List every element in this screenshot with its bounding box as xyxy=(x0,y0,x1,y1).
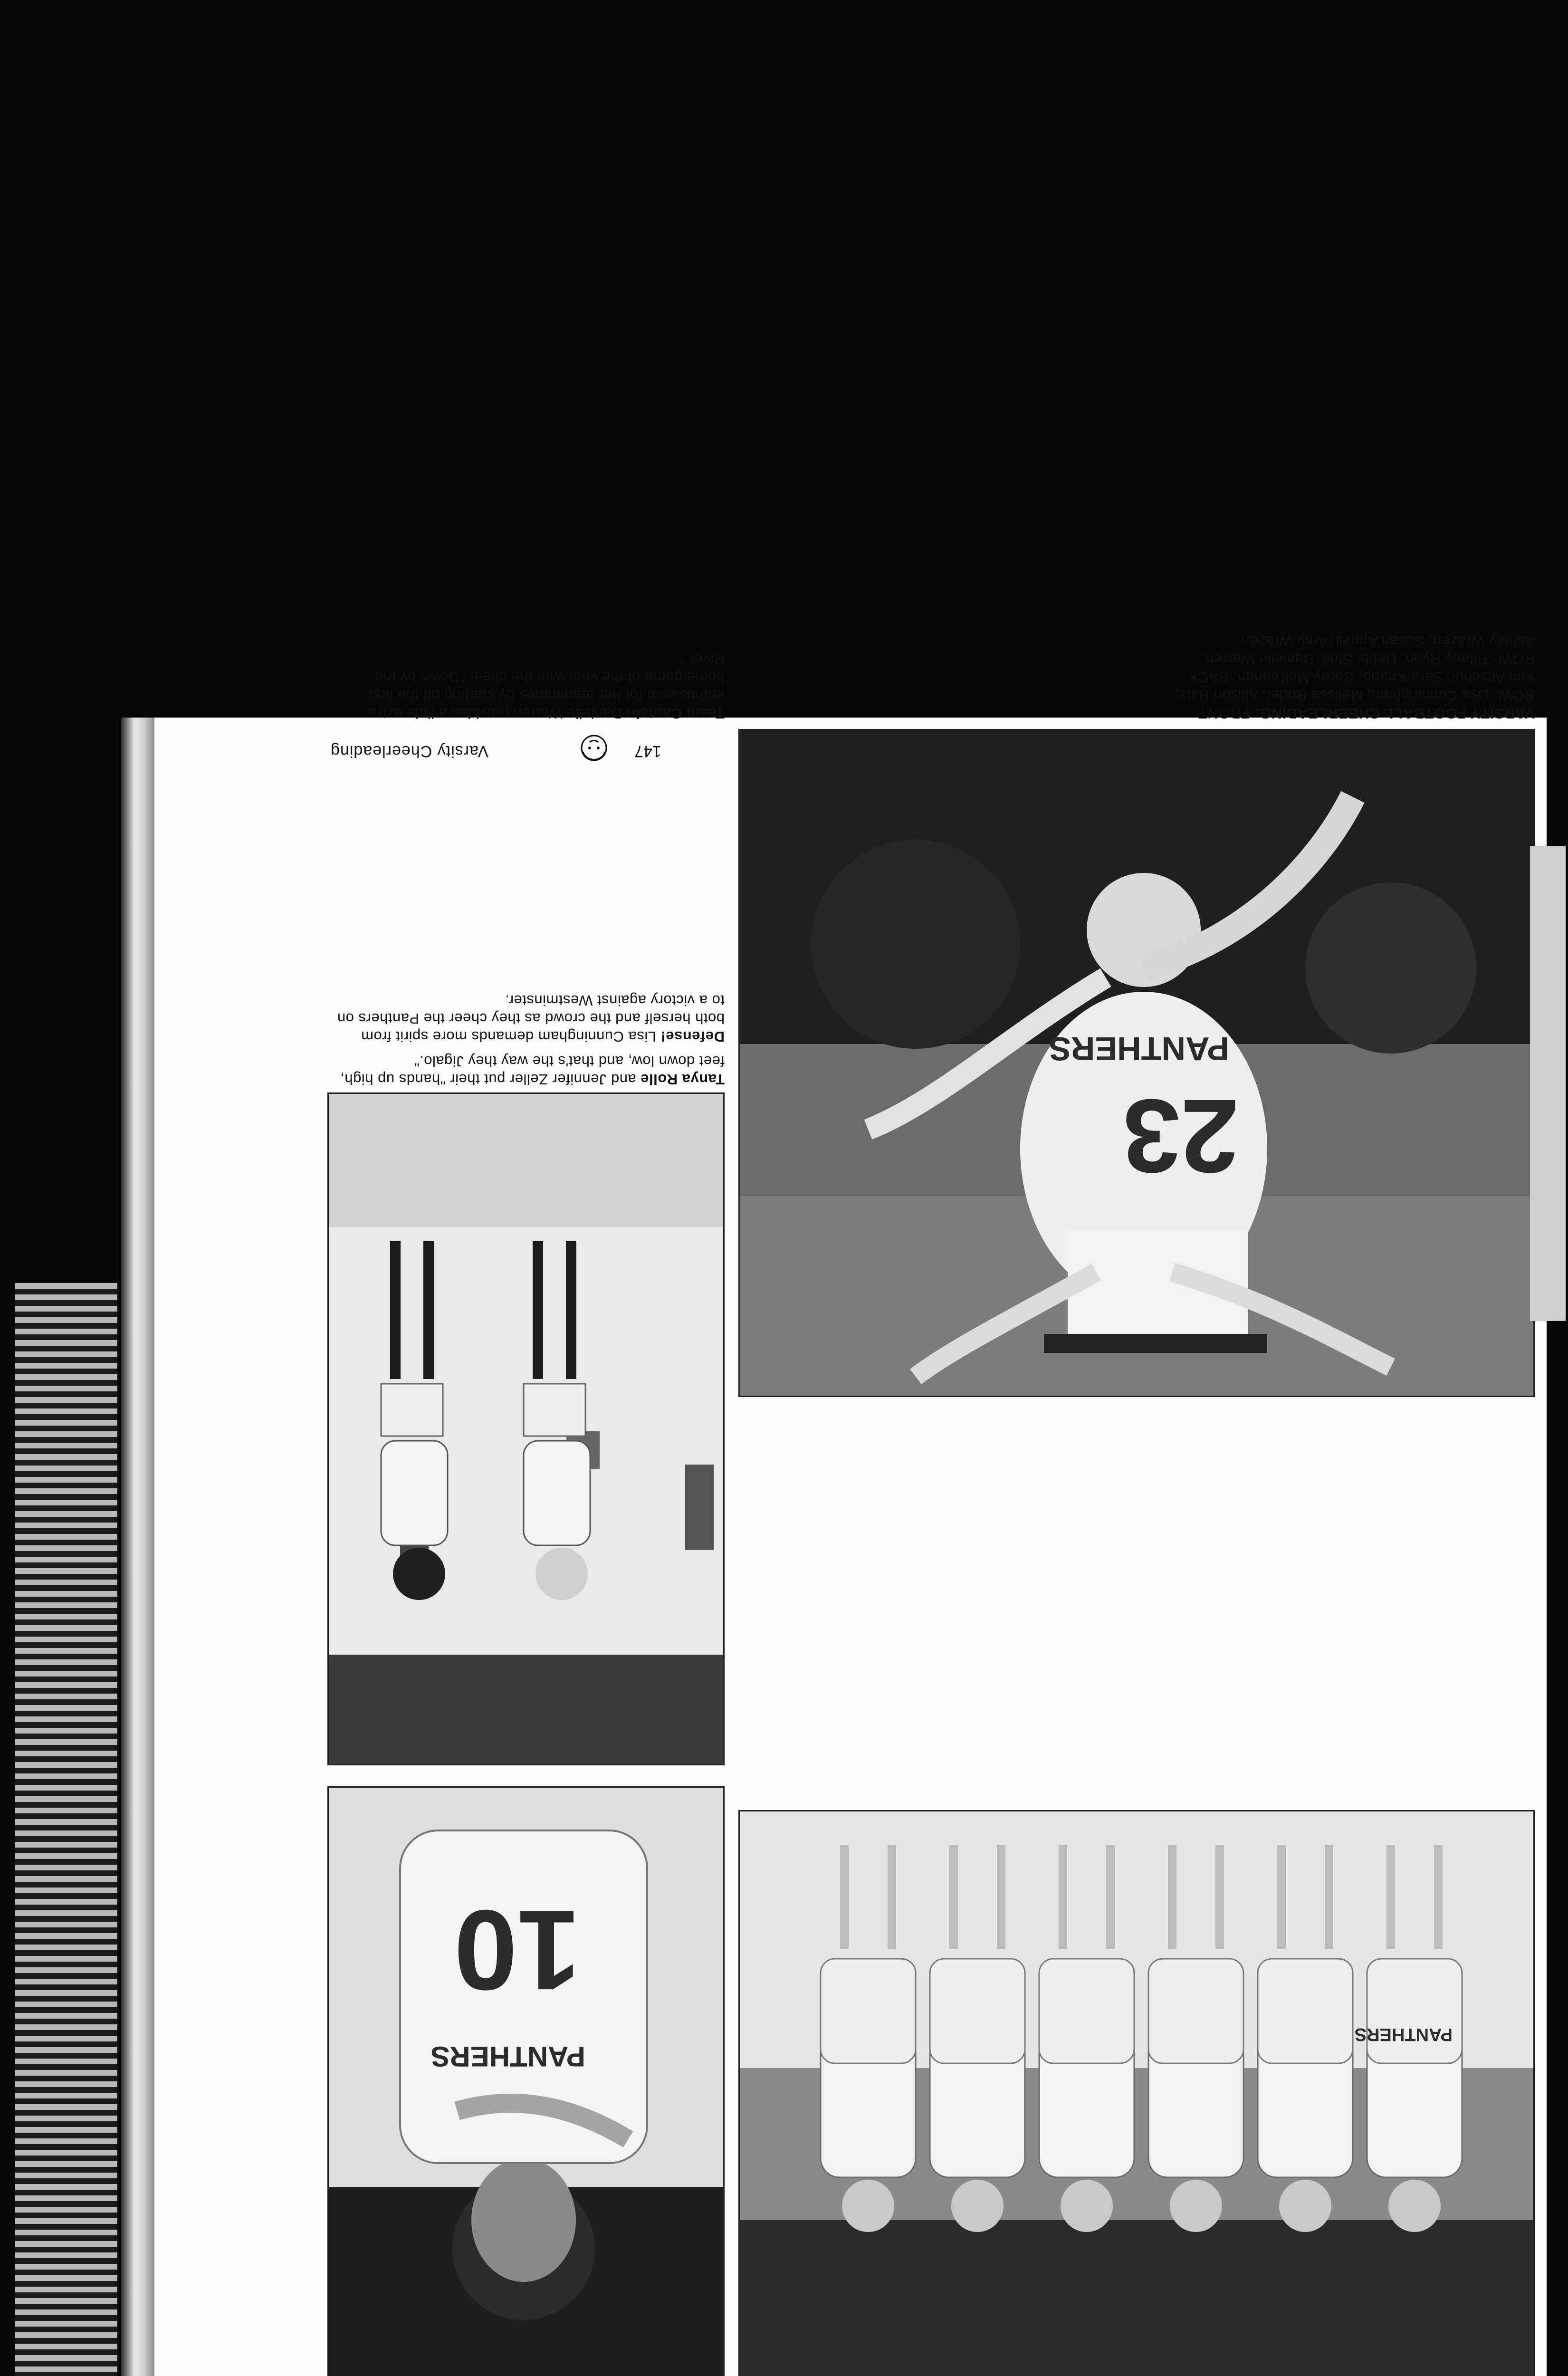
caption-tanya-body: and Jennifer Zeller put their "hands up high, feet down low, and that's the way they Jigalo." xyxy=(340,1053,725,1088)
hallway-cheer-photo xyxy=(327,1092,725,1765)
jersey-number: 23 xyxy=(1122,1078,1239,1195)
caption-squad-body: FRONT ROW: Lisa Cunningham, Melissa Roder, Allison Hiltz, Kim Altschul, Sara Knapp, Carey McKeanan. BACK ROW: Tiffany Ryan, Debbi Stoll, Danielle Warren, Ashley Wrazen, Susan Appell, Amy Wrazen. xyxy=(1175,633,1535,722)
jumping-cheerleader-photo xyxy=(738,729,1535,1397)
caption-defense-lead: Defense! xyxy=(660,1028,725,1045)
page-number: 147 xyxy=(634,742,661,760)
book-spine xyxy=(121,718,154,2376)
team-captain-photo xyxy=(327,1786,725,2376)
squad-group-photo xyxy=(738,1810,1535,2376)
facing-page-photo-edge xyxy=(1530,846,1566,1321)
caption-tanya-rolle xyxy=(330,1052,725,1088)
squad-jersey-lettering: PANTHERS xyxy=(1354,2024,1453,2044)
cheerleader-face-icon xyxy=(577,733,611,766)
caption-defense xyxy=(330,991,725,1045)
jersey-lettering: PANTHERS xyxy=(1049,1030,1229,1067)
window-blinds xyxy=(15,1283,117,2376)
caption-team-body: Danielle Warren provides a little extra enthusiasm for her teammates by starting off the first home game of the year with the cheer "Down by the River." xyxy=(368,651,725,722)
section-title: Varsity Cheerleading xyxy=(330,742,489,760)
caption-team-captain xyxy=(330,650,725,722)
caption-team-lead: Team Captain xyxy=(626,705,725,722)
caption-tanya-lead: Tanya Rolle xyxy=(640,1071,725,1088)
caption-squad-roster xyxy=(741,632,1535,722)
captain-jersey-lettering: PANTHERS xyxy=(430,2041,585,2072)
captain-jersey-number: 10 xyxy=(454,1887,581,2014)
page-folio xyxy=(330,732,725,770)
yearbook-page xyxy=(154,633,1547,2376)
caption-defense-body: Lisa Cunningham demands more spirit from both herself and the crowd as they cheer the Panthers on to a victory against Westminster. xyxy=(337,992,725,1045)
caption-squad-lead: VARSITY FOOTBALL CHEERLEADING: xyxy=(1254,705,1535,722)
